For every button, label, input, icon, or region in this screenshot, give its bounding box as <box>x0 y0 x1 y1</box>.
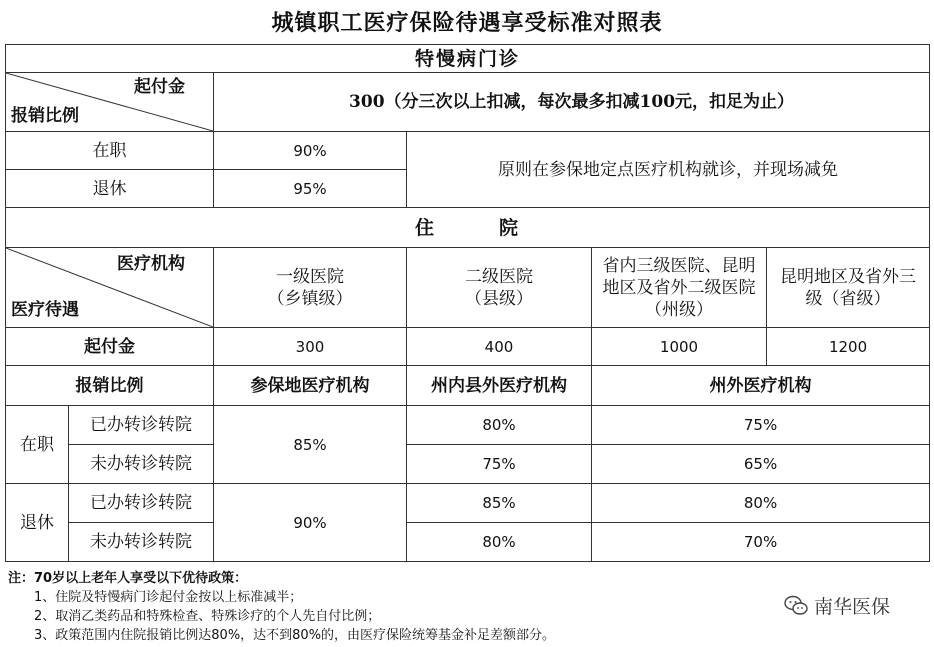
out-state-rate: 80% <box>592 484 930 523</box>
wechat-icon <box>784 595 808 617</box>
hospital-level-header: 昆明地区及省外三级（省级） <box>767 248 930 328</box>
outpatient-rate-header: 报销比例 <box>11 106 79 126</box>
footnotes <box>8 569 768 645</box>
inpatient-deductible: 400 <box>407 328 592 366</box>
outpatient-diagonal-header <box>6 73 214 132</box>
out-state-rate: 75% <box>592 406 930 445</box>
outpatient-row-rate: 90% <box>214 132 407 170</box>
local-rate: 90% <box>214 484 407 562</box>
page-title: 城镇职工医疗保险待遇享受标准对照表 <box>271 10 663 36</box>
inpatient-diagonal-header <box>6 248 214 328</box>
referral-type: 已办转诊转院 <box>69 484 214 523</box>
outpatient-row-label: 在职 <box>6 132 214 170</box>
footnote-heading: 注：70岁以上老年人享受以下优待政策： <box>8 571 248 586</box>
out-state-rate: 65% <box>592 445 930 484</box>
outpatient-deductible: 300（分三次以上扣减，每次最多扣减100元，扣足为止） <box>214 73 930 132</box>
out-state-rate: 70% <box>592 523 930 562</box>
in-state-rate: 80% <box>407 406 592 445</box>
hospital-level-header: 一级医院 （乡镇级） <box>214 248 407 328</box>
institution-column-header: 州外医疗机构 <box>592 366 930 406</box>
in-state-rate: 75% <box>407 445 592 484</box>
hospital-level-header: 省内三级医院、昆明地区及省外二级医院（州级） <box>592 248 767 328</box>
benefit-table <box>5 44 930 562</box>
inpatient-treatment-header: 医疗待遇 <box>11 300 79 320</box>
footnote-item: 1、住院及特慢病门诊起付金按以上标准减半； <box>34 590 303 605</box>
hospital-level-header: 二级医院 （县级） <box>407 248 592 328</box>
referral-type: 未办转诊转院 <box>69 445 214 484</box>
reimbursement-header: 报销比例 <box>6 366 214 406</box>
inpatient-deductible: 1200 <box>767 328 930 366</box>
in-state-rate: 80% <box>407 523 592 562</box>
outpatient-row-label: 退休 <box>6 170 214 208</box>
footnote-item: 3、政策范围内住院报销比例达80%，达不到80%的，由医疗保险统筹基金补足差额部分。 <box>34 628 556 643</box>
institution-column-header: 参保地医疗机构 <box>214 366 407 406</box>
group-label: 在职 <box>6 406 69 484</box>
outpatient-deductible-header: 起付金 <box>134 77 185 97</box>
inpatient-deductible-label: 起付金 <box>6 328 214 366</box>
outpatient-row-rate: 95% <box>214 170 407 208</box>
institution-column-header: 州内县外医疗机构 <box>407 366 592 406</box>
inpatient-institution-header: 医疗机构 <box>117 254 185 274</box>
local-rate: 85% <box>214 406 407 484</box>
outpatient-note: 原则在参保地定点医疗机构就诊，并现场减免 <box>407 132 930 208</box>
inpatient-deductible: 1000 <box>592 328 767 366</box>
referral-type: 已办转诊转院 <box>69 406 214 445</box>
referral-type: 未办转诊转院 <box>69 523 214 562</box>
group-label: 退休 <box>6 484 69 562</box>
inpatient-deductible: 300 <box>214 328 407 366</box>
watermark <box>784 592 890 619</box>
inpatient-section-title: 住 院 <box>6 208 930 248</box>
watermark-text: 南华医保 <box>814 596 891 618</box>
in-state-rate: 85% <box>407 484 592 523</box>
outpatient-section-title: 特慢病门诊 <box>6 45 930 73</box>
footnote-item: 2、取消乙类药品和特殊检查、特殊诊疗的个人先自付比例； <box>34 609 381 624</box>
